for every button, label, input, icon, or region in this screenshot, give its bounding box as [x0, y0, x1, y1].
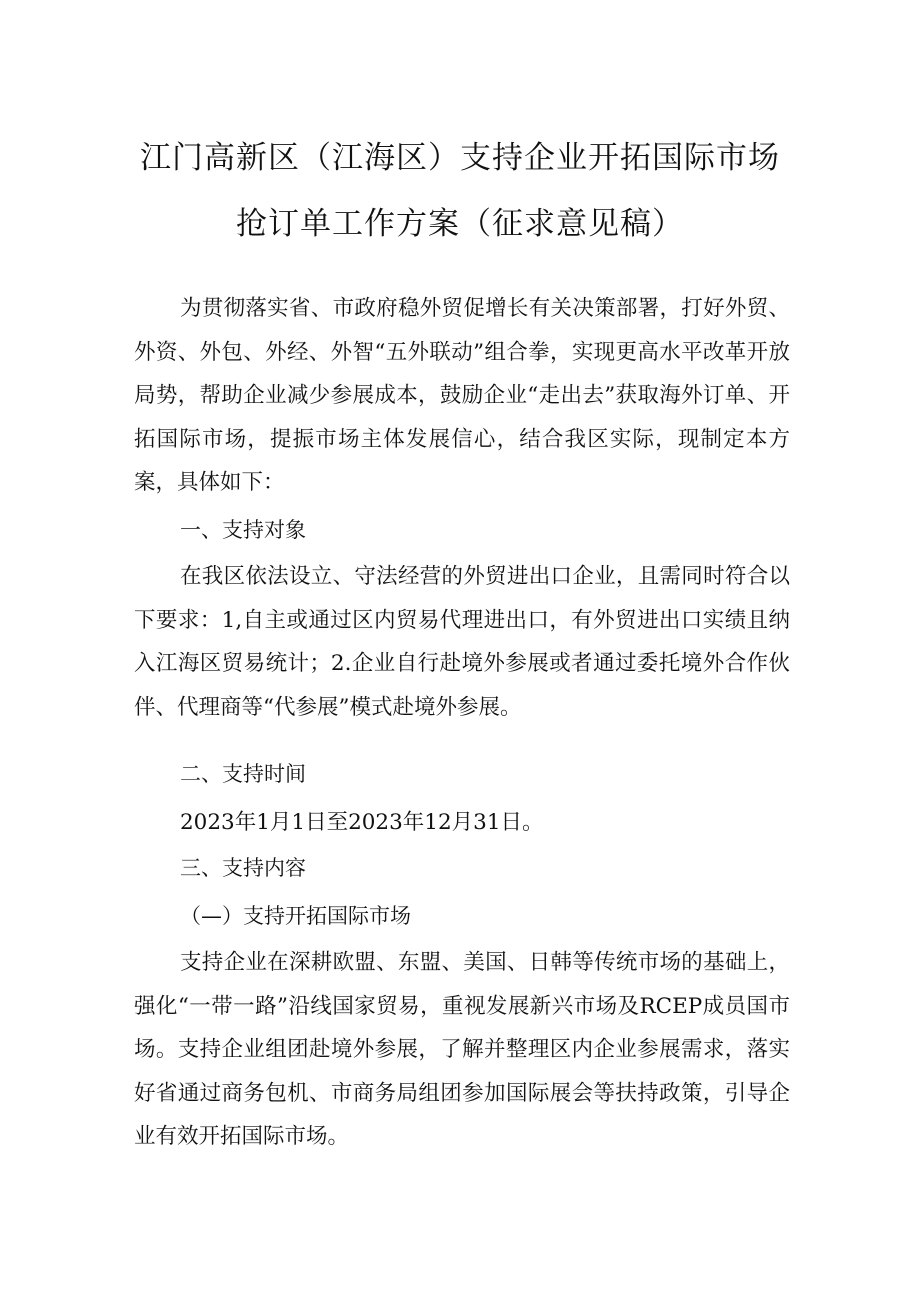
section-1-paragraph: 在我区依法设立、守法经营的外贸进出口企业，且需同时符合以下要求：1,自主或通过区内贸易代理进出口，有外贸进出口实绩且纳入江海区贸易统计；2.企业自行赴境外参展或者通过委托境外合作伙伴、代理商等“代参展”模式赴境外参展。	[134, 564, 790, 720]
section-2-paragraph: 2023年1月1日至2023年12月31日。	[180, 810, 544, 835]
document-title-line-2: 抢订单工作方案（征求意见稿）	[236, 206, 684, 242]
document-title-line-1: 江门高新区（江海区）支持企业开拓国际市场	[140, 140, 780, 176]
section-1-heading: 一、支持对象	[180, 518, 306, 542]
section-2-heading: 二、支持时间	[180, 762, 306, 786]
section-3-heading: 三、支持内容	[180, 856, 306, 880]
subsection-1-heading: （—）支持开拓国际市场	[180, 904, 411, 928]
intro-paragraph: 为贯彻落实省、市政府稳外贸促增长有关决策部署，打好外贸、外资、外包、外经、外智“五外联动”组合拳，实现更高水平改革开放局势，帮助企业减少参展成本，鼓励企业“走出去”获取海外订单、开拓国际市场，提振市场主体发展信心，结合我区实际，现制定本方案，具体如下：	[134, 296, 790, 495]
subsection-1-paragraph: 支持企业在深耕欧盟、东盟、美国、日韩等传统市场的基础上，强化“一带一路”沿线国家贸易，重视发展新兴市场及RCEP成员国市场。支持企业组团赴境外参展，了解并整理区内企业参展需求，落实好省通过商务包机、市商务局组团参加国际展会等扶持政策，引导企业有效开拓国际市场。	[134, 950, 790, 1149]
